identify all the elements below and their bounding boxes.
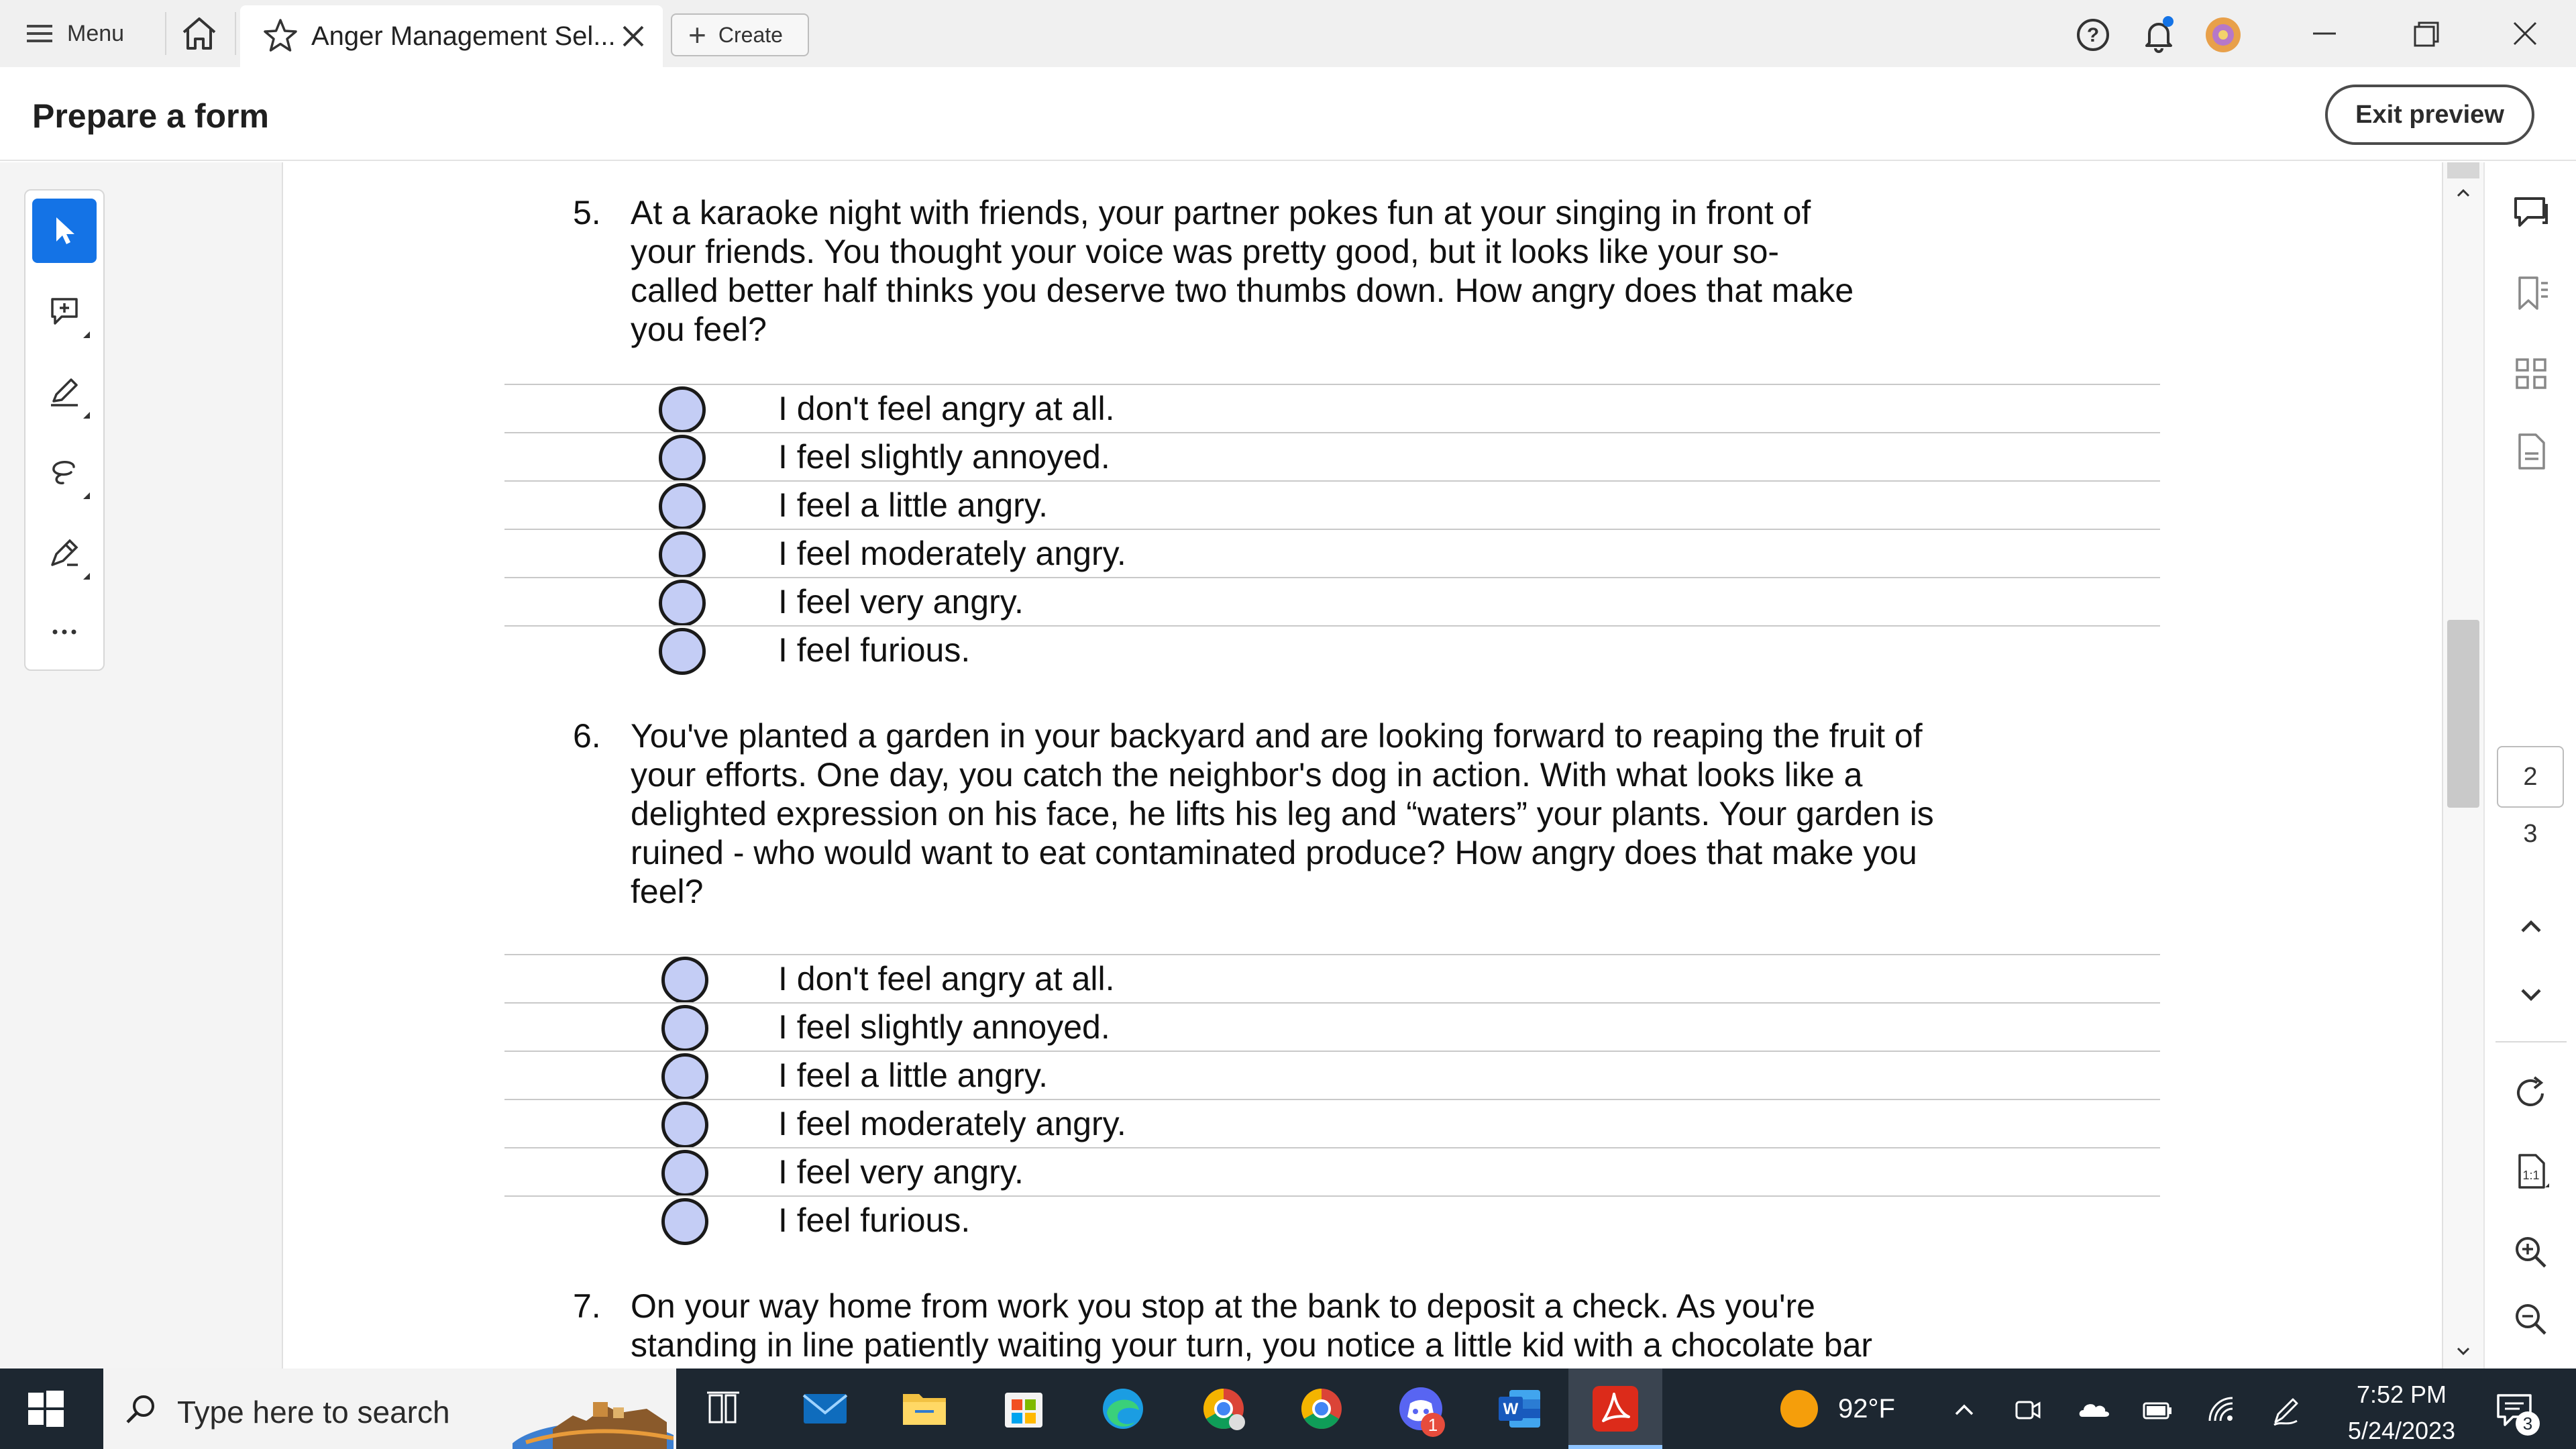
question-line: you feel?	[631, 311, 767, 348]
tab-title: Anger Management Sel...	[311, 21, 616, 51]
acrobat-taskbar-active[interactable]	[1568, 1368, 1662, 1449]
edge-browser-icon[interactable]	[1097, 1383, 1148, 1434]
clock-date: 5/24/2023	[2347, 1417, 2456, 1444]
help-icon[interactable]	[2072, 13, 2114, 56]
option-label: I feel furious.	[778, 1201, 971, 1239]
question-number: 5.	[573, 194, 601, 231]
option-label: I feel moderately angry.	[778, 1105, 1126, 1142]
battery-icon[interactable]	[2139, 1391, 2176, 1429]
document-icon[interactable]	[2508, 428, 2555, 475]
rotate-icon[interactable]	[2508, 1069, 2555, 1116]
system-clock[interactable]	[2328, 1377, 2475, 1449]
thumbnails-icon[interactable]	[2508, 350, 2555, 397]
quick-tools	[24, 189, 105, 671]
next-page-icon[interactable]	[2508, 971, 2555, 1018]
radio-option-row[interactable]	[504, 432, 2160, 480]
form-header	[0, 67, 2576, 161]
search-placeholder: Type here to search	[177, 1395, 450, 1430]
hamburger-icon	[27, 20, 52, 47]
scroll-up-icon[interactable]	[2453, 182, 2474, 204]
search-highlight-image	[513, 1382, 674, 1449]
next-page-number[interactable]: 3	[2523, 820, 2538, 848]
highlight-tool[interactable]	[32, 360, 97, 424]
radio-button[interactable]	[659, 628, 706, 675]
search-icon	[122, 1391, 160, 1429]
svg-text:W: W	[1503, 1400, 1519, 1418]
minimize-icon[interactable]	[2294, 9, 2355, 58]
weather-temperature[interactable]: 92°F	[1838, 1394, 1895, 1424]
question-line: On your way home from work you stop at the bank to deposit a check. As you're	[631, 1287, 1815, 1325]
taskbar-search[interactable]	[103, 1368, 676, 1449]
draw-tool[interactable]	[32, 440, 97, 504]
close-tab-icon[interactable]	[619, 21, 648, 51]
more-tools-button[interactable]	[32, 598, 97, 663]
discord-badge: 1	[1421, 1413, 1445, 1437]
acrobat-icon	[1590, 1383, 1641, 1434]
chrome-profile-icon[interactable]	[1198, 1383, 1249, 1434]
microsoft-store-icon[interactable]	[998, 1383, 1049, 1434]
previous-page-icon[interactable]	[2508, 903, 2555, 950]
option-label: I feel a little angry.	[778, 1057, 1049, 1094]
radio-option-row[interactable]	[504, 1051, 2160, 1099]
option-label: I feel slightly annoyed.	[778, 438, 1110, 476]
document-viewport[interactable]	[282, 162, 2443, 1368]
chrome-icon[interactable]	[1296, 1383, 1347, 1434]
discord-app[interactable]	[1395, 1383, 1446, 1434]
add-comment-icon	[47, 294, 82, 329]
radio-button[interactable]	[661, 1005, 708, 1052]
exit-preview-button[interactable]: Exit preview	[2325, 85, 2534, 145]
question-text	[631, 193, 2174, 349]
option-label: I don't feel angry at all.	[778, 960, 1115, 998]
radio-button[interactable]	[659, 386, 706, 433]
weather-sun-icon[interactable]	[1778, 1387, 1821, 1430]
radio-button[interactable]	[659, 435, 706, 482]
question-line: ruined - who would want to eat contaminated produce? How angry does that make you	[631, 834, 1917, 871]
bookmark-icon[interactable]	[2508, 270, 2555, 317]
star-icon[interactable]	[260, 16, 301, 56]
radio-option-row[interactable]	[504, 1099, 2160, 1147]
notification-bell-icon[interactable]	[2137, 13, 2180, 56]
option-label: I feel furious.	[778, 631, 971, 669]
question-line: standing in line patiently waiting your turn, you notice a little kid with a chocolate bar	[631, 1326, 1873, 1364]
radio-option-row[interactable]	[504, 480, 2160, 529]
sign-tool[interactable]	[32, 521, 97, 585]
window-close-icon[interactable]	[2494, 9, 2555, 58]
question-text	[631, 716, 2241, 911]
radio-option-row[interactable]	[504, 1147, 2160, 1195]
actual-size-icon[interactable]	[2508, 1148, 2555, 1195]
cursor-icon	[47, 213, 82, 248]
right-rail	[2483, 162, 2576, 1368]
question-number: 7.	[573, 1287, 601, 1325]
question-line: You've planted a garden in your backyard and are looking forward to reaping the fruit of	[631, 717, 1923, 755]
radio-button[interactable]	[659, 483, 706, 530]
clock-time: 7:52 PM	[2356, 1381, 2447, 1408]
word-icon[interactable]	[1495, 1383, 1546, 1434]
option-label: I feel very angry.	[778, 1153, 1024, 1191]
radio-button[interactable]	[659, 580, 706, 627]
radio-option-row[interactable]	[504, 529, 2160, 577]
question-line: called better half thinks you deserve two thumbs down. How angry does that make	[631, 272, 1854, 309]
zoom-out-icon[interactable]	[2508, 1296, 2555, 1343]
radio-button[interactable]	[661, 1053, 708, 1100]
create-label: Create	[718, 22, 783, 47]
menu-label: Menu	[67, 20, 125, 46]
notification-count-badge: 3	[2516, 1411, 2540, 1436]
radio-option-row[interactable]	[504, 954, 2160, 1002]
divider	[235, 12, 236, 55]
option-label: I feel very angry.	[778, 583, 1024, 621]
radio-option-row[interactable]	[504, 577, 2160, 625]
option-label: I don't feel angry at all.	[778, 390, 1115, 427]
restore-icon[interactable]	[2395, 9, 2455, 58]
question-line: delighted expression on his face, he lifts his leg and “waters” your plants. Your garden is	[631, 795, 1934, 833]
title-bar	[0, 0, 2576, 67]
svg-text:?: ?	[2086, 24, 2100, 46]
onedrive-icon[interactable]	[2074, 1391, 2112, 1429]
question-text	[631, 1287, 2241, 1364]
taskbar	[0, 1368, 2576, 1449]
scrollbar-track-top	[2447, 162, 2479, 178]
pen-icon	[47, 374, 82, 409]
radio-button[interactable]	[659, 531, 706, 578]
home-icon	[176, 12, 223, 55]
question-line: feel?	[631, 873, 704, 910]
radio-button[interactable]	[661, 1198, 708, 1245]
option-label: I feel slightly annoyed.	[778, 1008, 1110, 1046]
question-line: At a karaoke night with friends, your partner pokes fun at your singing in front of	[631, 194, 1811, 231]
radio-option-row[interactable]	[504, 1195, 2160, 1244]
menu-button[interactable]	[27, 12, 124, 55]
select-tool[interactable]	[32, 199, 97, 263]
svg-text:1:1: 1:1	[2522, 1169, 2540, 1182]
wifi-icon[interactable]	[2203, 1391, 2241, 1429]
page-title: Prepare a form	[32, 97, 269, 135]
more-icon	[47, 613, 82, 648]
comments-icon[interactable]	[2508, 189, 2555, 236]
divider	[165, 12, 166, 55]
option-label: I feel moderately angry.	[778, 535, 1126, 572]
windows-start-icon[interactable]	[24, 1387, 67, 1430]
lasso-icon	[47, 455, 82, 490]
scrollbar-thumb[interactable]	[2447, 620, 2479, 808]
avatar[interactable]	[2202, 13, 2245, 56]
radio-option-row[interactable]	[504, 1002, 2160, 1051]
radio-button[interactable]	[661, 1150, 708, 1197]
file-explorer-icon[interactable]	[899, 1383, 950, 1434]
create-button[interactable]	[671, 13, 809, 56]
question-line: your efforts. One day, you catch the neighbor's dog in action. With what looks like a	[631, 756, 1863, 794]
question-line: your friends. You thought your voice was pretty good, but it looks like your so-	[631, 233, 1780, 270]
radio-button[interactable]	[661, 957, 708, 1004]
option-label: I feel a little angry.	[778, 486, 1049, 524]
show-hidden-icons-icon[interactable]	[1945, 1391, 1983, 1429]
scroll-down-icon[interactable]	[2453, 1340, 2474, 1362]
task-view-icon[interactable]	[698, 1383, 749, 1434]
plus-icon: +	[688, 17, 706, 52]
vertical-scrollbar[interactable]	[2443, 162, 2483, 1368]
zoom-in-icon[interactable]	[2508, 1229, 2555, 1276]
divider	[2496, 1041, 2567, 1042]
current-page-indicator[interactable]: 2	[2497, 746, 2564, 808]
question-number: 6.	[573, 717, 601, 755]
fountain-pen-icon	[47, 535, 82, 570]
radio-option-row[interactable]	[504, 384, 2160, 432]
radio-option-row[interactable]	[504, 625, 2160, 674]
pen-input-icon[interactable]	[2267, 1391, 2305, 1429]
home-button[interactable]	[176, 12, 223, 55]
radio-button[interactable]	[661, 1102, 708, 1148]
meet-camera-icon[interactable]	[2010, 1391, 2047, 1429]
document-tab[interactable]	[240, 5, 663, 67]
mail-icon[interactable]	[800, 1383, 851, 1434]
notification-center[interactable]	[2490, 1386, 2541, 1437]
tools-panel	[0, 162, 282, 1368]
add-comment-tool[interactable]	[32, 279, 97, 343]
